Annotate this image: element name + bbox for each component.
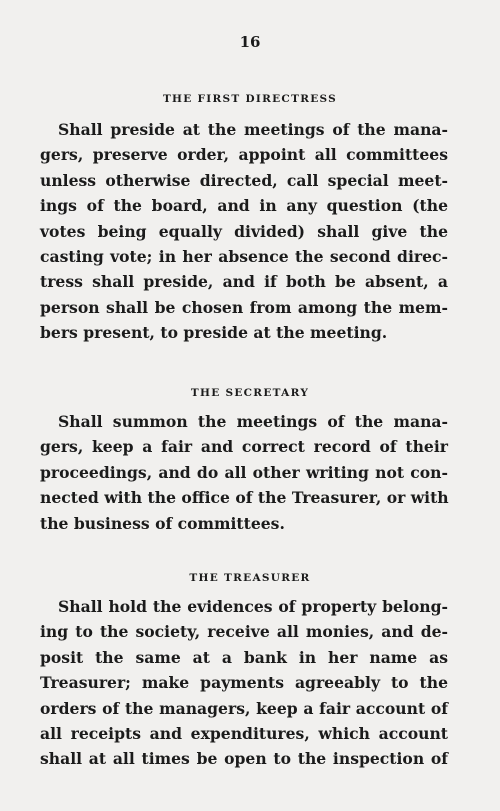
text-line: the business of committees. — [40, 513, 285, 533]
paragraph-first-directress — [40, 117, 448, 346]
text-line: tress shall preside, and if both be absent, a — [40, 272, 448, 292]
text-line: shall at all times be open to the inspection of — [40, 749, 448, 769]
text-line: Shall preside at the meetings of the mana- — [58, 120, 448, 139]
text-line: person shall be chosen from among the mem- — [40, 297, 448, 317]
text-line: Shall summon the meetings of the mana- — [58, 412, 448, 431]
heading-first-directress: THE FIRST DIRECTRESS — [162, 93, 338, 105]
text-line: gers, preserve order, appoint all committees — [40, 145, 448, 165]
text-line: ing to the society, receive all monies, and de- — [40, 622, 448, 642]
text-line: casting vote; in her absence the second direc- — [40, 247, 448, 267]
text-line: bers present, to preside at the meeting. — [40, 323, 388, 343]
page-number: 16 — [239, 33, 261, 51]
heading-secretary: THE SECRETARY — [190, 387, 310, 399]
paragraph-treasurer — [40, 594, 448, 772]
text-line: nected with the office of the Treasurer, or with — [40, 488, 449, 508]
text-line: Treasurer; make payments agreeably to the — [40, 673, 448, 693]
text-line: proceedings, and do all other writing not con- — [40, 462, 448, 482]
text-line: posit the same at a bank in her name as — [40, 647, 448, 667]
paragraph-secretary — [40, 409, 448, 536]
text-line: ings of the board, and in any question (the — [40, 196, 448, 216]
text-line: unless otherwise directed, call special meet- — [40, 170, 448, 190]
text-line: votes being equally divided) shall give the — [40, 221, 448, 241]
text-line: Shall hold the evidences of property belong- — [58, 597, 448, 616]
text-line: orders of the managers, keep a fair account of — [40, 698, 448, 718]
text-line: all receipts and expenditures, which account — [40, 724, 448, 744]
heading-treasurer: THE TREASURER — [189, 572, 311, 584]
text-line: gers, keep a fair and correct record of their — [40, 437, 448, 457]
